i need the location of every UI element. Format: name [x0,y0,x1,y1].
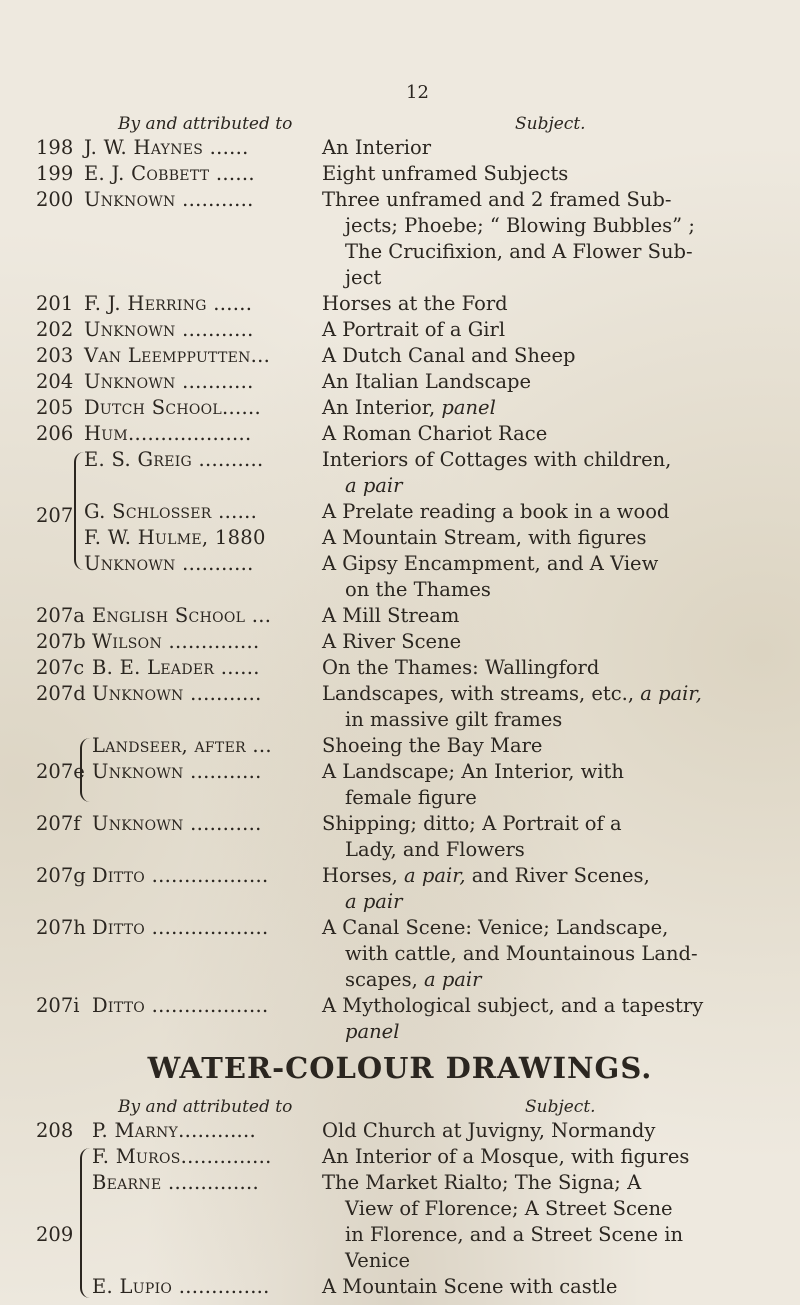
subject-text: A Mountain Scene with castle [322,1275,618,1298]
lot-number: 207h [36,916,86,939]
artist-name: Ditto .................. [92,916,269,939]
artist-name: E. J. Cobbett ...... [84,162,255,185]
lot-number: 199 [36,162,74,185]
artist-name: Hum................... [84,422,252,445]
subject-text: Interiors of Cottages with children, [322,448,672,471]
lot-number: 207f [36,812,81,835]
column-header-subject: Subject. [525,1097,596,1117]
artist-name: Van Leempputten... [84,344,271,367]
artist-name: F. Muros.............. [92,1145,272,1168]
lot-number: 207g [36,864,86,887]
lot-number: 207c [36,656,85,679]
artist-name: Bearne .............. [92,1171,259,1194]
subject-text: A Dutch Canal and Sheep [322,344,576,367]
subject-continuation: View of Florence; A Street Scene [345,1197,673,1220]
column-header-subject: Subject. [515,114,586,134]
artist-name: F. J. Herring ...... [84,292,253,315]
subject-text: Landscapes, with streams, etc., a pair, [322,682,702,705]
subject-continuation: in massive gilt frames [345,708,563,731]
lot-number: 202 [36,318,74,341]
subject-text: A Mountain Stream, with figures [322,526,647,549]
subject-text: A Mill Stream [322,604,460,627]
lot-number: 198 [36,136,74,159]
subject-text: An Interior, panel [322,396,496,419]
subject-continuation: jects; Phoebe; “ Blowing Bubbles” ; [345,214,695,237]
subject-continuation: Venice [345,1249,411,1272]
subject-text: The Market Rialto; The Signa; A [322,1171,642,1194]
artist-name: Unknown ........... [84,188,254,211]
subject-text: A River Scene [322,630,462,653]
subject-continuation: scapes, a pair [345,968,482,991]
lot-number: 207e [36,760,85,783]
subject-text: A Mythological subject, and a tapestry [322,994,704,1017]
column-header-artist: By and attributed to [118,1097,293,1117]
column-header-artist: By and attributed to [118,114,293,134]
artist-name: J. W. Haynes ...... [84,136,249,159]
artist-name: Unknown ........... [92,682,262,705]
subject-text: Three unframed and 2 framed Sub- [322,188,672,211]
subject-text: An Interior of a Mosque, with figures [322,1145,690,1168]
subject-text: A Roman Chariot Race [322,422,548,445]
lot-number: 200 [36,188,74,211]
group-brace [74,452,84,570]
artist-name: Ditto .................. [92,864,269,887]
subject-continuation: with cattle, and Mountainous Land- [345,942,698,965]
subject-text: A Gipsy Encampment, and A View [322,552,659,575]
artist-name: English School ... [92,604,272,627]
subject-continuation: ject [345,266,382,289]
artist-name: Unknown ........... [92,760,262,783]
lot-number: 207a [36,604,85,627]
artist-name: Ditto .................. [92,994,269,1017]
artist-name: Unknown ........... [84,318,254,341]
subject-text: On the Thames: Wallingford [322,656,600,679]
lot-number: 207i [36,994,80,1017]
lot-number: 208 [36,1119,74,1142]
group-brace [80,1148,90,1298]
artist-name: Dutch School...... [84,396,262,419]
artist-name: Unknown ........... [92,812,262,835]
artist-name: B. E. Leader ...... [92,656,260,679]
subject-text: A Canal Scene: Venice; Landscape, [322,916,669,939]
subject-continuation: a pair [345,890,403,913]
subject-text: Old Church at Juvigny, Normandy [322,1119,656,1142]
subject-text: A Landscape; An Interior, with [322,760,624,783]
subject-continuation: a pair [345,474,403,497]
lot-number: 201 [36,292,74,315]
subject-text: Shoeing the Bay Mare [322,734,543,757]
lot-number: 204 [36,370,74,393]
subject-continuation: panel [345,1020,400,1043]
subject-continuation: in Florence, and a Street Scene in [345,1223,684,1246]
subject-continuation: The Crucifixion, and A Flower Sub- [345,240,693,263]
subject-text: An Italian Landscape [322,370,532,393]
artist-name: E. S. Greig .......... [84,448,264,471]
subject-continuation: Lady, and Flowers [345,838,525,861]
subject-text: Eight unframed Subjects [322,162,569,185]
artist-name: Unknown ........... [84,370,254,393]
lot-number: 209 [36,1223,74,1246]
subject-text: An Interior [322,136,432,159]
artist-name: P. Marny............ [92,1119,257,1142]
lot-number: 206 [36,422,74,445]
artist-name: Wilson .............. [92,630,260,653]
subject-text: A Portrait of a Girl [322,318,506,341]
lot-number: 205 [36,396,74,419]
lot-number: 203 [36,344,74,367]
subject-continuation: female figure [345,786,477,809]
subject-text: Shipping; ditto; A Portrait of a [322,812,622,835]
subject-text: Horses at the Ford [322,292,508,315]
subject-text: Horses, a pair, and River Scenes, [322,864,650,887]
lot-number: 207b [36,630,86,653]
subject-text: A Prelate reading a book in a wood [322,500,670,523]
artist-name: F. W. Hulme, 1880 [84,526,266,549]
lot-number: 207d [36,682,86,705]
section-title: WATER-COLOUR DRAWINGS. [147,1051,653,1085]
subject-continuation: on the Thames [345,578,491,601]
artist-name: G. Schlosser ...... [84,500,258,523]
artist-name: E. Lupio .............. [92,1275,270,1298]
artist-name: Landseer, after ... [92,734,272,757]
artist-name: Unknown ........... [84,552,254,575]
lot-number: 207 [36,504,74,527]
page-number: 12 [406,82,429,103]
